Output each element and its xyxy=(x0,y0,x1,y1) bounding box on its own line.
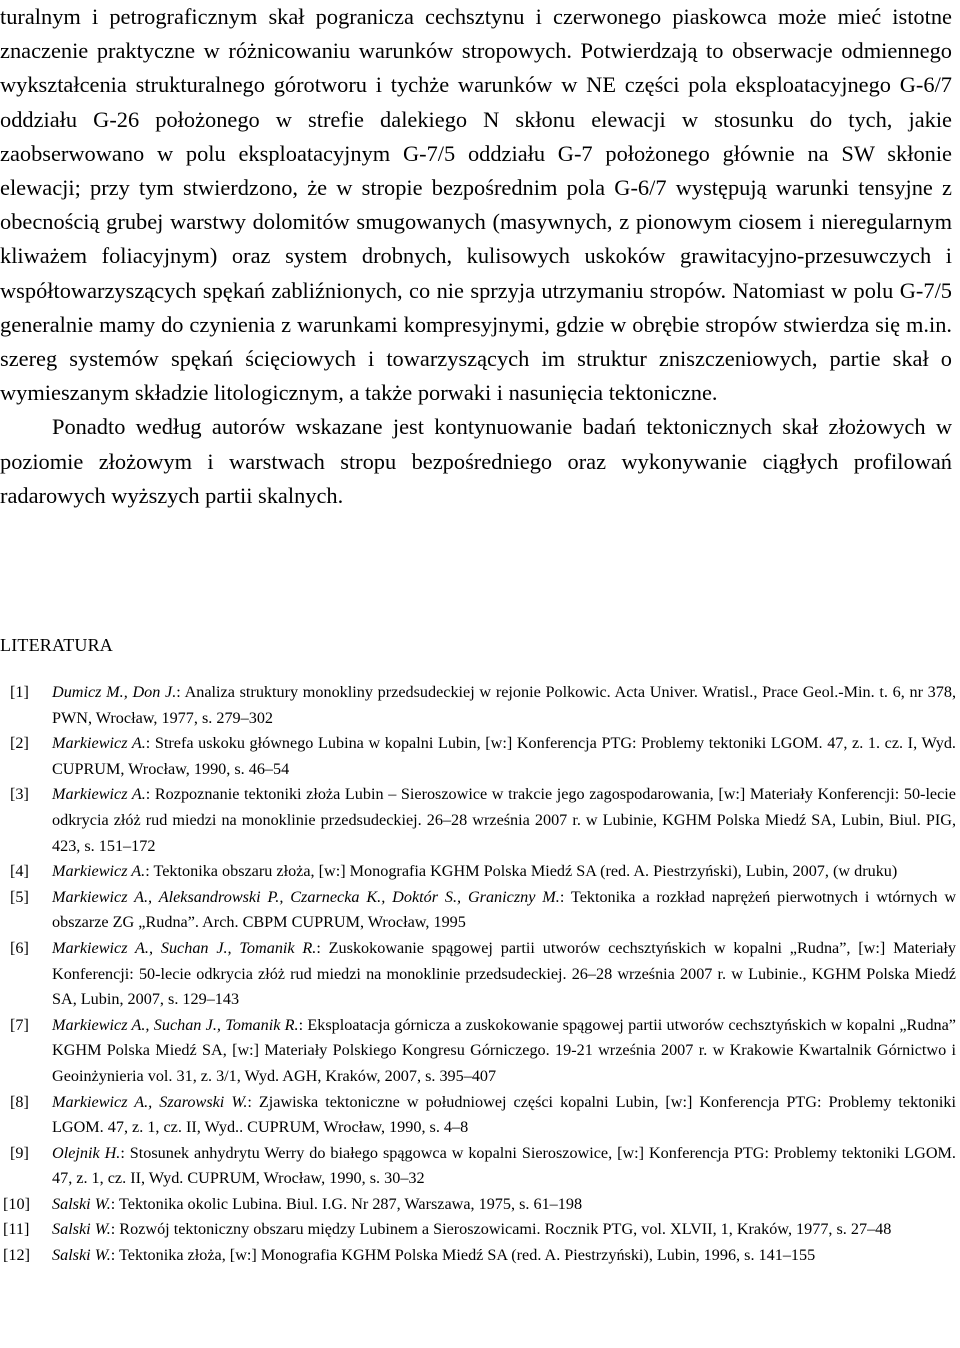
reference-text: : Zuskokowanie spągowej partii utworów cechsztyńskich w kopalni „Rudna”, [w:] Materiały Konferencji: 50-lecie odkrycia złóż rud miedzi na monoklinie przedsudeckiej. 26–28 września 2007 r. w Lubinie., KGHM Polska Miedź SA, Lubin, 2007, s. 129–143 xyxy=(52,938,956,1009)
reference-authors: Olejnik H. xyxy=(52,1143,121,1162)
paragraph: Ponadto według autorów wskazane jest kontynuowanie badań tektonicznych skał złożowych w poziomie złożowym i warstwach stropu bezpośredniego oraz wykonywanie ciągłych profilowań radarowych wyższych partii skalnych. xyxy=(0,414,952,508)
reference-item xyxy=(0,1243,956,1269)
reference-authors: Markiewicz A., Aleksandrowski P., Czarnecka K., Doktór S., Graniczny M. xyxy=(52,887,560,906)
reference-number: [5] xyxy=(10,887,29,906)
reference-authors: Salski W. xyxy=(52,1220,111,1239)
reference-number: [8] xyxy=(10,1092,29,1111)
reference-item xyxy=(0,1090,956,1141)
reference-item xyxy=(0,1192,956,1218)
reference-number: [1] xyxy=(10,683,29,701)
reference-list xyxy=(0,680,956,1269)
reference-number: [9] xyxy=(10,1143,29,1162)
reference-authors: Dumicz M., Don J. xyxy=(52,683,177,701)
reference-text: : Zjawiska tektoniczne w południowej części kopalni Lubin, [w:] Konferencja PTG: Problemy tektoniki LGOM. 47, z. 1, cz. II, Wyd.. CUPRUM, Wrocław, 1990, s. 4–8 xyxy=(52,1092,956,1137)
reference-item xyxy=(0,1013,956,1090)
reference-text: : Tektonika złoża, [w:] Monografia KGHM Polska Miedź SA (red. A. Piestrzyński), Lubin, 1996, s. 141–155 xyxy=(110,1246,816,1265)
reference-item xyxy=(0,859,956,885)
reference-text: : Stosunek anhydrytu Werry do białego spągowca w kopalni Sieroszowice, [w:] Konferencja PTG: Problemy tektoniki LGOM. 47, z. 1, cz. II, Wyd. CUPRUM, Wrocław, 1990, s. 30–32 xyxy=(52,1143,956,1188)
reference-number: [11] xyxy=(3,1220,30,1239)
reference-text: : Tektonika okolic Lubina. Biul. I.G. Nr 287, Warszawa, 1975, s. 61–198 xyxy=(110,1194,583,1213)
body-text xyxy=(0,0,952,513)
reference-authors: Markiewicz A. xyxy=(52,862,146,881)
reference-text: : Rozpoznanie tektoniki złoża Lubin – Sieroszowice w trakcie jego zagospodarowania, [w:] Materiały Konferencji: 50-lecie odkrycia złóż rud miedzi na monoklinie przedsudeckiej. 26–28 września 2007 r. w Lubinie, KGHM Polska Miedź SA, Lubin, Biul. PIG, 423, s. 151–172 xyxy=(52,785,956,855)
reference-text: : Tektonika obszaru złoża, [w:] Monografia KGHM Polska Miedź SA (red. A. Piestrzyński), Lubin, 2007, (w druku) xyxy=(145,862,898,881)
reference-number: [12] xyxy=(3,1246,30,1265)
reference-authors: Markiewicz A. xyxy=(52,734,146,753)
reference-item xyxy=(0,680,956,731)
reference-number: [6] xyxy=(10,938,29,957)
reference-authors: Salski W. xyxy=(52,1194,111,1213)
reference-text: : Analiza struktury monokliny przedsudeckiej w rejonie Polkowic. Acta Univer. Wratisl., Prace Geol.-Min. t. 6, nr 378, PWN, Wrocław, 1977, s. 279–302 xyxy=(52,683,957,727)
reference-number: [10] xyxy=(3,1194,30,1213)
reference-item xyxy=(0,1141,956,1192)
reference-item xyxy=(0,782,956,859)
reference-authors: Markiewicz A., Szarowski W. xyxy=(52,1092,248,1111)
reference-text: : Tektonika a rozkład naprężeń pierwotnych i wtórnych w obszarze ZG „Rudna”. Arch. CBPM CUPRUM, Wrocław, 1995 xyxy=(52,887,957,932)
reference-authors: Markiewicz A. xyxy=(52,785,146,804)
reference-text: : Strefa uskoku głównego Lubina w kopalni Lubin, [w:] Konferencja PTG: Problemy tektoniki LGOM. 47, z. 1. cz. I, Wyd. CUPRUM, Wrocław, 1990, s. 46–54 xyxy=(52,734,956,778)
reference-item xyxy=(0,1217,956,1243)
paragraph: turalnym i petrograficznym skał pogranicza cechsztynu i czerwonego piaskowca może mieć istotne znaczenie praktyczne w różnicowaniu warunków stropowych. Potwierdzają to obserwacje odmiennego wykształcenia strukturalnego górotworu i tychże warunków w NE części pola eksploatacyjnego G-6/7 oddziału G-26 położonego w strefie dalekiego N skłonu elewacji w stosunku do tych, jakie zaobserwowano w polu eksploatacyjnym G-7/5 oddziału G-7 położonego głównie na SW skłonie elewacji; przy tym stwierdzono, że w stropie bezpośrednim pola G-6/7 występują warunki tensyjne z obecnością grubej warstwy dolomitów smugowanych (masywnych, z pionowym ciosem i nieregularnym kliważem foliacyjnym) oraz system drobnych, kulisowych uskoków grawitacyjno-przesuwczych i współtowarzyszących spękań zabliźnionych, co nie sprzyja utrzymaniu stropów. Natomiast w polu G-7/5 generalnie mamy do czynienia z warunkami kompresyjnymi, gdzie w obrębie stropów stwierdza się m.in. szereg systemów spękań ścięciowych i towarzyszących im struktur zniszczeniowych, partie skał o wymieszanym składzie litologicznym, a także porwaki i nasunięcia tektoniczne. xyxy=(0,4,952,406)
reference-number: [4] xyxy=(10,862,29,881)
section-title: LITERATURA xyxy=(0,635,113,655)
reference-item xyxy=(0,731,956,782)
reference-text: : Rozwój tektoniczny obszaru między Lubinem a Sieroszowicami. Rocznik PTG, vol. XLVII, 1, Kraków, 1977, s. 27–48 xyxy=(110,1220,892,1239)
reference-authors: Markiewicz A., Suchan J., Tomanik R. xyxy=(52,938,317,957)
reference-item xyxy=(0,936,956,1013)
reference-authors: Markiewicz A., Suchan J., Tomanik R. xyxy=(52,1015,299,1034)
reference-number: [2] xyxy=(10,734,29,753)
reference-text: : Eksploatacja górnicza a zuskokowanie spągowej partii utworów cechsztyńskich w kopalni „Rudna” KGHM Polska Miedź SA, [w:] Materiały Polskiego Kongresu Górniczego. 19-21 września 2007 r. w Krakowie Kwartalnik Górnictwo i Geoinżynieria vol. 31, z. 3/1, Wyd. AGH, Kraków, 2007, s. 395–407 xyxy=(52,1015,956,1085)
reference-authors: Salski W. xyxy=(52,1246,111,1265)
reference-number: [7] xyxy=(10,1015,29,1034)
reference-item xyxy=(0,885,956,936)
reference-number: [3] xyxy=(10,785,29,804)
